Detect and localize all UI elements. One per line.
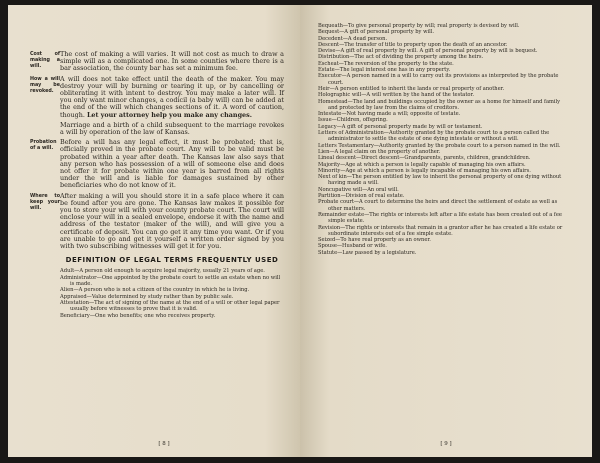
section-cost (30, 50, 284, 73)
definition-item: Legacy—A gift of personal property made by will or testament. (318, 123, 483, 130)
definition-item: Homestead—The land and buildings occupied by the owner as a home for himself and family and protected by law from the claims of creditors. (318, 98, 561, 111)
definition-item: Remainder estate—The rights or interests left after a life estate has been created out of a fee simple estate. (318, 211, 562, 225)
definition-item: Statute—Law passed by a legislature. (318, 249, 417, 256)
page-number-left: [ 8 ] (158, 441, 170, 447)
definition-item: Appraised—Value determined by study rather than by public sale. (60, 293, 234, 300)
definition-item: Letters Testamentary—Authority granted by the probate court to a person named in the will. (318, 142, 561, 149)
definition-item: Devise—A gift of real property by will. A gift of personal property by will is bequest. (318, 48, 538, 55)
definition-item: Probate court—A court to determine the heirs and direct the settlement of estate as well as other matters. (318, 199, 558, 212)
side-heading-where: Where to keep your will. (30, 193, 60, 211)
definition-item: Estate—The legal interest one has in any property. (318, 67, 451, 74)
definitions-heading: DEFINITION OF LEGAL TERMS FREQUENTLY USED (65, 256, 279, 265)
booklet-spread (8, 5, 592, 457)
definition-item: Intestate—Not having made a will; opposite of testate. (318, 111, 461, 118)
definition-item: Attestation—The act of signing of the name at the end of a will or other legal paper usually before witnesses to prove that it is valid. (60, 300, 280, 313)
left-page (8, 5, 300, 457)
right-page (300, 5, 592, 457)
definition-item: Executor—A person named in a will to carry out its provisions as interpreted by the probate court. (318, 73, 559, 86)
definition-item: Next of kin—The person entitled by law to inherit the personal property of one dying without having made a will. (318, 174, 562, 187)
revoked-bold: Let your attorney help you make any changes. (86, 110, 252, 119)
side-heading-revoked: How a will may be revoked. (30, 76, 60, 94)
definition-item: Descent—The transfer of title to property upon the death of an ancestor. (318, 41, 508, 48)
definition-item: Lien—A legal claim on the property of another. (318, 148, 441, 155)
definition-item: Heir—A person entitled to inherit the lands or real property of another. (318, 85, 505, 92)
definition-item: Beneficiary—One who benefits; one who receives property. (60, 312, 216, 319)
right-definitions (318, 23, 570, 256)
marriage-text: Marriage and a birth of a child subsequent to the marriage revokes a will by operation of the law of Kansas. (60, 120, 284, 137)
definition-item: Decedent—A dead person. (318, 35, 388, 42)
definition-item: Minority—Age at which a person is legally incapable of managing his own affairs. (318, 167, 531, 174)
page-number-right: [ 9 ] (440, 441, 452, 447)
definition-item: Majority—Age at which a person is legally capable of managing his own affairs. (318, 161, 526, 168)
side-heading-probation: Probation of a will. (30, 140, 57, 152)
cost-text: The cost of making a will varies. It will not cost as much to draw a simple will as a complicated one. In some counties where there is a bar association, the county bar has set a minimum fee. (60, 50, 284, 73)
section-probation (30, 138, 284, 190)
revoked-text: A will does not take effect until the death of the maker. You may destroy your will by burning or tearing it up, or by cancelling or obliterating it with intent to destroy. You may make a later will. If you only want minor changes, a codicil (a baby will) can be added at the end of the will which changes sections of it. A word of caution, though. (60, 74, 284, 119)
definition-item: Bequeath—To give personal property by will; real property is devised by will. (318, 23, 520, 29)
side-heading-cost: Cost of making a will. (30, 52, 60, 69)
section-where (30, 191, 284, 251)
probation-text: Before a will has any legal effect, it must be probated; that is, officially proved in the probate court. Any will to be valid must be probated within a year after death. The Kansas law also says that any person who has possession of a will of someone else and does not offer it for probate within one year is barred from all rights under the will and is liable for damages sustained by other beneficiaries who do not know of it. (60, 138, 284, 190)
definition-item: Seized—To have real property as an owner. (318, 237, 431, 244)
definition-item: Issue—Children, offspring. (318, 117, 388, 124)
definition-item: Revision—The rights or interests that remain in a grantor after he has created a life estate or subordinate interests out of a fee simple estate. (318, 224, 563, 237)
definition-item: Escheat—The reversion of the property to the state. (318, 60, 454, 67)
definition-item: Holographic will—A will written by the hand of the testator. (318, 92, 475, 99)
definition-item: Administrator—One appointed by the probate court to settle an estate when no will is made. (60, 274, 281, 287)
definition-item: Spouse—Husband or wife. (318, 243, 387, 250)
definition-item: Letters of Administration—Authority granted by the probate court to a person called the administrator to settle the estate of one dying intestate or without a will. (318, 130, 550, 143)
section-revoked (30, 74, 284, 119)
definition-item: Lineal descent—Direct descent—Grandparents, parents, children, grandchildren. (318, 155, 531, 162)
definition-item: Distribution—The act of dividing the property among the heirs. (318, 54, 484, 61)
definition-item: Partition—Division of real estate. (318, 193, 405, 200)
section-marriage (60, 122, 284, 136)
definition-item: Alien—A person who is not a citizen of the country in which he is living. (60, 287, 250, 294)
left-definitions (60, 268, 284, 319)
definition-item: Noncupative will—An oral will. (318, 186, 399, 193)
where-text: After making a will you should store it in a safe place where it can be found after you are gone. The Kansas law makes it possible for you to store your will with your county probate court. The court will enclose your will in a sealed envelope, endorse it with the name and address of the testator (maker of the will), and will give you a certificate of deposit. You can go get it any time you want. Or if you are unable to go and get it yourself a written order signed by you with two subscribing witnesses will get it for you. (60, 191, 284, 251)
definition-item: Adult—A person old enough to acquire legal majority, usually 21 years of age. (60, 268, 265, 275)
definition-item: Bequest—A gift of personal property by will. (318, 29, 435, 36)
